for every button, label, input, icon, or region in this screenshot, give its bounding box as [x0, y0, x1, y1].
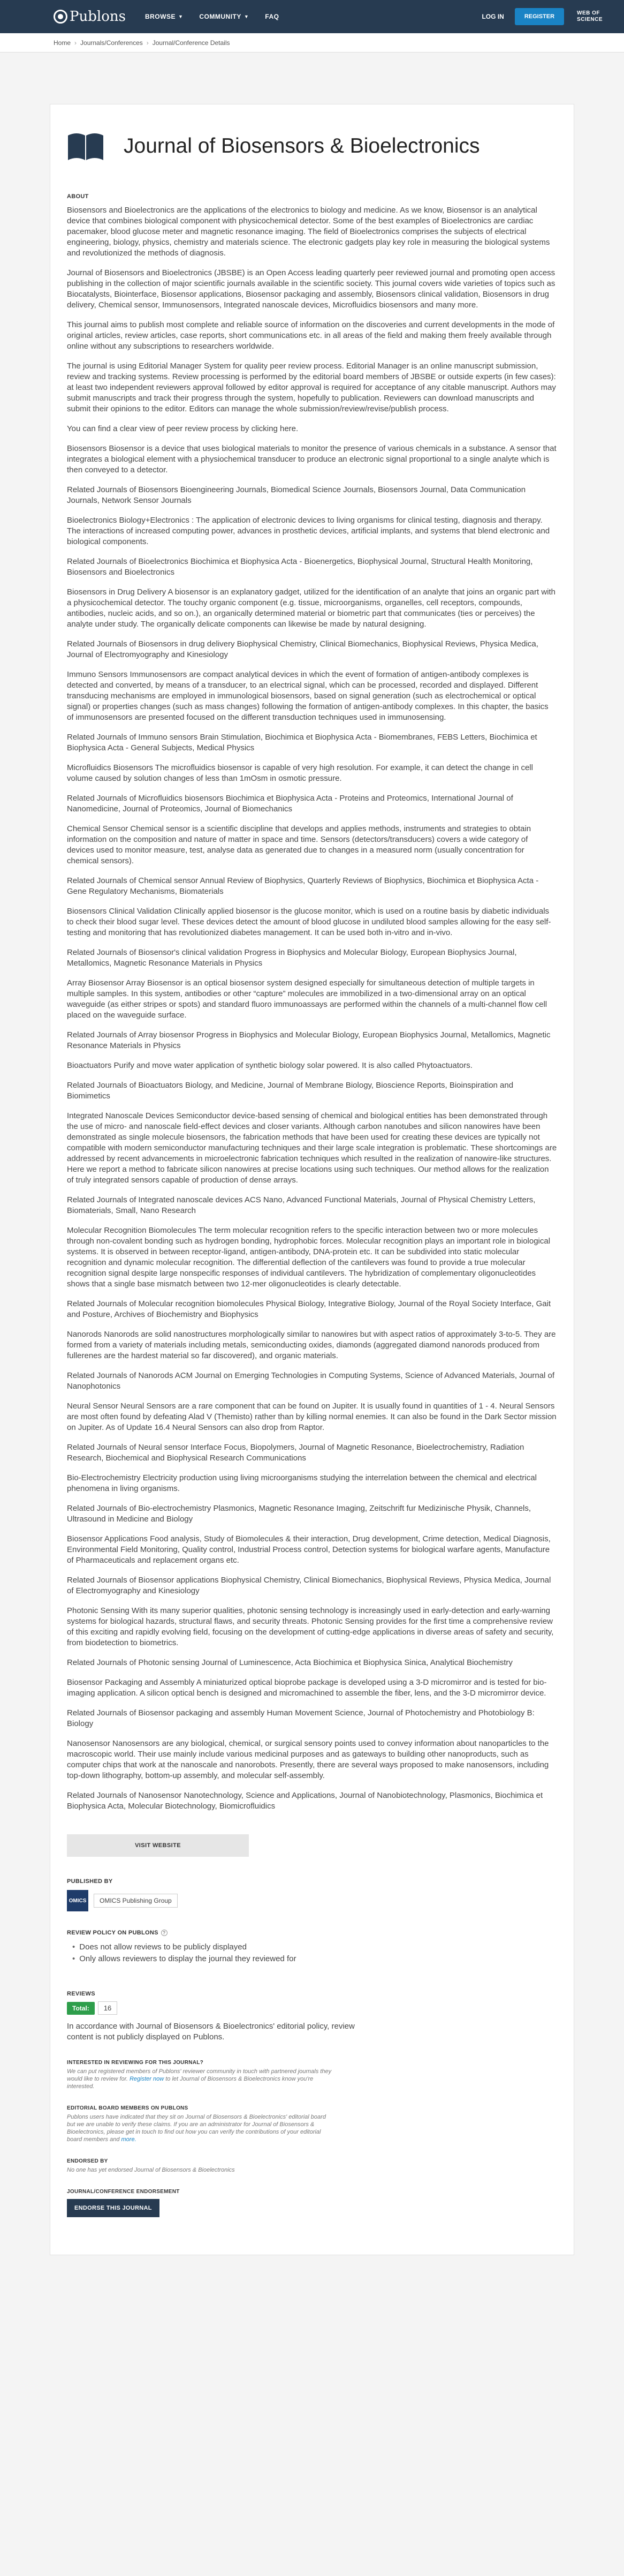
about-paragraph: Biosensor Packaging and Assembly A miniaturized optical bioprobe package is developed using a 3-D micromirror and is tested for bio-imaging application. A silicon optical bench is designed and micromachined to assemble the fiber, lens, and the 3-D micromirror device. [67, 1678, 547, 1698]
about-paragraph: Bio-Electrochemistry Electricity production using living microorganisms studying the interrelation between the chemical and electrical phenomena in living organisms. [67, 1473, 537, 1493]
interested-text-2: to let Journal of Biosensors & Bioelectronics know you're interested. [67, 2076, 314, 2090]
policy-item-text: Does not allow reviews to be publicly displayed [79, 1942, 247, 1952]
endorsed-text: No one has yet endorsed Journal of Biosensors & Bioelectronics [67, 2167, 235, 2173]
reviews-total [67, 2001, 557, 2015]
about-paragraph: Related Journals of Chemical sensor Annual Review of Biophysics, Quarterly Reviews of Biophysics, Biochimica et Biophysica Acta - Gene Regulatory Mechanisms, Biomaterials [67, 876, 539, 896]
published-by-heading: PUBLISHED BY [67, 1878, 113, 1885]
book-icon [67, 131, 104, 161]
review-policy-list [72, 1941, 557, 1965]
about-paragraph: Related Journals of Bioactuators Biology, and Medicine, Journal of Membrane Biology, Bioscience Reports, Bioinspiration and Biomimetics [67, 1081, 514, 1101]
total-label: Total: [67, 2002, 95, 2015]
list-item [72, 1953, 557, 1965]
bullet-icon: • [72, 1942, 75, 1952]
about-paragraph: Related Journals of Nanorods ACM Journal on Emerging Technologies in Computing Systems, Science of Advanced Materials, Journal of Nanophotonics [67, 1371, 555, 1391]
register-button[interactable]: REGISTER [515, 8, 564, 25]
register-now-link[interactable]: Register now [129, 2076, 164, 2082]
about-paragraph: Related Journals of Biosensor packaging and assembly Human Movement Science, Journal of Photochemistry and Photobiology B: Biology [67, 1708, 535, 1728]
about-paragraph: Nanosensor Nanosensors are any biological, chemical, or surgical sensory points used to convey information about nanoparticles to the macroscopic world. Their use mainly include various medicinal purposes and as gateways to building other nanoproducts, such as computer chips that work at the nanoscale and nanorobots. Presently, there are several ways proposed to make nanosensors, including top-down lithography, bottom-up assembly, and molecular self-assembly. [67, 1739, 549, 1780]
about-paragraph: Related Journals of Biosensor applications Biophysical Chemistry, Clinical Biomechanics, Biophysical Reviews, Physica Medica, Journal of Electromyography and Kinesiology [67, 1576, 551, 1595]
wos-line1: WEB OF [577, 10, 600, 16]
nav-community-label: COMMUNITY [199, 13, 241, 20]
breadcrumb-current: Journal/Conference Details [152, 39, 230, 47]
nav-faq[interactable] [265, 13, 279, 20]
about-paragraph: You can find a clear view of peer review process by clicking here. [67, 424, 299, 433]
chevron-down-icon: ▼ [178, 14, 184, 19]
publisher-block [67, 1890, 557, 1911]
about-paragraph: Neural Sensor Neural Sensors are a rare component that can be found on Jupiter. It is usually found in quantities of 1 - 4. Neural Sensors are most often found by defeating Alad V (Themisto) rather than by killing normal enemies. It can also be found in the Dark Sector mission on Jupiter. As of Update 16.4 Neural Sensors can also drop from Raptor. [67, 1402, 557, 1432]
about-paragraph: Related Journals of Array biosensor Progress in Biophysics and Molecular Biology, European Biophysics Journal, Metallomics, Magnetic Resonance Materials in Physics [67, 1030, 551, 1050]
top-navigation [0, 0, 624, 33]
breadcrumb-journals[interactable]: Journals/Conferences [80, 39, 143, 47]
breadcrumb-home[interactable]: Home [54, 39, 71, 47]
page-title: Journal of Biosensors & Bioelectronics [124, 134, 480, 157]
about-paragraph: Related Journals of Molecular recognition biomolecules Physical Biology, Integrative Biology, Journal of the Royal Society Interface, Gait and Posture, Archives of Biochemistry and Biophysics [67, 1299, 551, 1319]
editorial-text-body: Publons users have indicated that they sit on Journal of Biosensors & Bioelectronics' editorial board but we are unable to verify these claims. If you are an administrator for Journal of Biosensors & Bioelectronics, please get in touch to find out how you can verify the contributions of your editorial board members and [67, 2114, 326, 2143]
about-paragraph: Related Journals of Immuno sensors Brain Stimulation, Biochimica et Biophysica Acta - Biomembranes, FEBS Letters, Biochimica et Biophysica Acta - General Subjects, Medical Physics [67, 733, 537, 752]
reviews-heading: REVIEWS [67, 1991, 95, 1997]
about-section [67, 205, 557, 1812]
page-bottom-space [0, 2255, 624, 2330]
about-paragraph: Biosensor Applications Food analysis, Study of Biomolecules & their interaction, Drug development, Crime detection, Medical Diagnosis, Environmental Field Monitoring, Quality control, Industrial Process control, Detection systems for biological warfare agents, Manufacture of Pharmaceuticals and replacement organs etc. [67, 1534, 551, 1565]
bullet-icon: • [72, 1954, 75, 1963]
about-paragraph: Related Journals of Biosensors Bioengineering Journals, Biomedical Science Journals, Biosensors Journal, Data Communication Journals, Network Sensor Journals [67, 485, 526, 505]
publons-logo-icon [54, 10, 67, 24]
info-icon[interactable]: ? [161, 1930, 168, 1936]
about-paragraph: Related Journals of Biosensor's clinical validation Progress in Biophysics and Molecular Biology, European Biophysics Journal, Metallomics, Magnetic Resonance Materials in Physics [67, 948, 517, 968]
about-paragraph: Immuno Sensors Immunosensors are compact analytical devices in which the event of formation of antigen-antibody complexes is detected and converted, by means of a transducer, to an electrical signal, which can be processed, recorded and displayed. Different transducing mechanisms are employed in immunological biosensors, based on signal generation (such as electrochemical or optical signal) or properties changes (such as mass changes) following the formation of antigen-antibody complexes. In this chapter, the basics of immunosensors are presented focused on the different transduction techniques used in immunosensing. [67, 670, 549, 722]
interested-text [67, 2068, 334, 2090]
editorial-heading: EDITORIAL BOARD MEMBERS ON PUBLONS [67, 2105, 188, 2111]
breadcrumb [0, 33, 624, 52]
about-paragraph: Biosensors Biosensor is a device that uses biological materials to monitor the presence of various chemicals in a substance. A sensor that integrates a biological element with a physiochemical transducer to produce an electronic signal proportional to a single analyte which is then conveyed to a detector. [67, 444, 557, 474]
journal-header [67, 131, 557, 161]
endorse-journal-button[interactable]: ENDORSE THIS JOURNAL [67, 2199, 159, 2217]
about-paragraph: Integrated Nanoscale Devices Semiconductor device-based sensing of chemical and biological entities has been demonstrated through the use of micro- and nanoscale field-effect devices and closer variants. Although carbon nanotubes and silicon nanowires have been demonstrated as single molecule biosensors, the fabrication methods that have been used for creating these devices are typically not compatible with modern semiconductor manufacturing techniques and their large scale integration is problematic. These shortcomings are addressed by recent advancements in microelectronic fabrication techniques which resulted in the realization of nanowire-like structures. Here we report a method to fabricate silicon nanowires at precise locations using such techniques. Our method allows for the realization of truly integrated sensors capable of production of dense arrays. [67, 1111, 557, 1185]
about-paragraph: Related Journals of Microfluidics biosensors Biochimica et Biophysica Acta - Proteins and Proteomics, International Journal of Nanomedicine, Journal of Proteomics, Journal of Biomechanics [67, 794, 513, 814]
nav-faq-label: FAQ [265, 13, 279, 20]
about-paragraph: Array Biosensor Array Biosensor is an optical biosensor system designed especially for simultaneous detection of multiple targets in multiple samples. In this system, antibodies or other “capture” molecules are immobilized in a two-dimensional array on an optical waveguide (as either stripes or spots) and standard fluoro immunoassays are performed within the channels of a multi-channel flow cell placed on the waveguide surface. [67, 978, 547, 1020]
about-paragraph: The journal is using Editorial Manager System for quality peer review process. Editorial Manager is an online manuscript submission, review and tracking systems. Review processing is performed by the editorial board members of JBSBE or outside experts (in few cases): at least two independent reviewers approval followed by editor approval is required for acceptance of any citable manuscript. Authors may submit manuscripts and track their progress through the system, hopefully to publication. Reviewers can download manuscripts and submit their opinions to the editor. Editors can manage the whole submission/review/revise/publish process. [67, 361, 556, 413]
wos-line2: SCIENCE [577, 17, 603, 22]
about-paragraph: Related Journals of Neural sensor Interface Focus, Biopolymers, Journal of Magnetic Resonance, Bioelectrochemistry, Radiation Research, Biochemical and Biophysical Research Communications [67, 1443, 524, 1463]
review-policy-heading [67, 1930, 557, 1936]
breadcrumb-separator-icon: › [74, 39, 77, 47]
about-heading: ABOUT [67, 193, 89, 200]
publisher-name[interactable]: OMICS Publishing Group [94, 1894, 178, 1908]
about-paragraph: Related Journals of Biosensors in drug delivery Biophysical Chemistry, Clinical Biomechanics, Biophysical Reviews, Physica Medica, Journal of Electromyography and Kinesiology [67, 639, 538, 659]
about-paragraph: Bioelectronics Biology+Electronics : The application of electronic devices to living organisms for clinical testing, diagnosis and therapy. The interactions of increased computing power, advances in prosthetic devices, artificial implants, and systems that blend electronic and biological components. [67, 516, 550, 546]
about-paragraph: Chemical Sensor Chemical sensor is a scientific discipline that develops and applies methods, instruments and strategies to obtain information on the composition and nature of matter in space and time. Sensors (detectors/transducers) covers a wide category of devices used to monitor measure, test, analyse data as generated due to changes in a measured norm (usually concentration for chemical sensors). [67, 824, 531, 865]
about-paragraph: Molecular Recognition Biomolecules The term molecular recognition refers to the specific interaction between two or more molecules through non-covalent bonding such as hydrogen bonding, hydrophobic forces. Molecular recognition plays an important role in biological systems. It is observed in between receptor-ligand, antigen-antibody, DNA-protein etc. It can be subdivided into static molecular recognition and dynamic molecular recognition. The differential deflection of the cantilevers was found to provide a true molecular recognition signal despite large nonspecific responses of individual cantilevers. The hybridization of complementary oligonucleotides shows that a single base mismatch between two 12-mer oligonucleotides is clearly detectable. [67, 1226, 551, 1289]
nav-browse[interactable] [145, 13, 183, 20]
review-policy-note: In accordance with Journal of Biosensors & Bioelectronics' editorial policy, review content is not publicly displayed on Publons. [67, 2022, 355, 2042]
list-item [72, 1941, 557, 1953]
about-paragraph: Biosensors in Drug Delivery A biosensor is an explanatory gadget, utilized for the identification of an analyte that joins an organic part with a physicochemical detector. The touchy organic component (e.g. tissue, microorganisms, organelles, cell receptors, compounds, antibodies, nucleic acids, and so on.), an organically determined material or biometric part that communicates (ties or perceives) the analyte under study. The organically delicate components can likewise be made by natural designing. [67, 587, 556, 629]
about-paragraph: Biosensors and Bioelectronics are the applications of the electronics to biology and medicine. As we know, Biosensor is an analytical device that combines biological component with physicochemical detector. Some of the best examples of Bioelectronics are cardiac pacemaker, blood glucose meter and magnetic resonance imaging. The field of Bioelectronics comprises the subjects of electrical engineering, biology, physics, chemistry and materials science. The electronic gadgets play key role in measuring the biological systems and revolutionized the methods of diagnosis. [67, 206, 550, 258]
endorsed-heading: ENDORSED BY [67, 2158, 108, 2164]
about-paragraph: Related Journals of Bio-electrochemistry Plasmonics, Magnetic Resonance Imaging, Zeitschrift fur Medizinische Physik, Channels, Ultrasound in Medicine and Biology [67, 1504, 531, 1524]
editorial-more-link[interactable]: more. [121, 2136, 136, 2143]
total-value: 16 [98, 2001, 117, 2015]
journal-card [50, 104, 574, 2255]
logo-text: Publons [70, 9, 126, 25]
web-of-science-logo[interactable] [577, 10, 603, 23]
about-paragraph: Journal of Biosensors and Bioelectronics (JBSBE) is an Open Access leading quarterly peer reviewed journal and promoting open access publishing in the collection of major scientific journals available in the scientific society. This journal covers wide varieties of topics such as Biocatalysts, Biointerface, Biosensor applications, Biosensor packaging and assembly, Biosensors clinical validation, Biosensors in drug delivery, Chemical sensor, Immunosensors, Integrated nanoscale devices, Microfluidics biosensors and many more. [67, 268, 555, 310]
interested-heading: INTERESTED IN REVIEWING FOR THIS JOURNAL? [67, 2060, 204, 2066]
visit-website-button[interactable]: VISIT WEBSITE [67, 1834, 249, 1857]
publisher-logo[interactable]: OMICS [67, 1890, 88, 1911]
about-paragraph: Related Journals of Bioelectronics Biochimica et Biophysica Acta - Bioenergetics, Biophysical Journal, Structural Health Monitoring, Biosensors and Bioelectronics [67, 557, 533, 577]
chevron-down-icon: ▼ [243, 14, 249, 19]
interested-text-1: We can put registered members of Publons' reviewer community in touch with partnered journals they would like to review for. [67, 2068, 332, 2082]
about-paragraph: Microfluidics Biosensors The microfluidics biosensor is capable of very high resolution. For example, it can detect the change in cell volume caused by solution changes of less than 1mOsm in osmotic pressure. [67, 763, 533, 783]
review-policy-title: REVIEW POLICY ON PUBLONS [67, 1930, 158, 1936]
nav-browse-label: BROWSE [144, 13, 176, 20]
policy-item-text: Only allows reviewers to display the journal they reviewed for [79, 1954, 296, 1963]
about-paragraph: This journal aims to publish most complete and reliable source of information on the discoveries and current developments in the mode of original articles, review articles, case reports, short communications etc. in all areas of the field and making them freely available through online without any subscriptions to researchers worldwide. [67, 320, 555, 351]
editorial-text [67, 2113, 334, 2143]
about-paragraph: Related Journals of Nanosensor Nanotechnology, Science and Applications, Journal of Nanobiotechnology, Plasmonics, Biochimica et Biophysica Acta, Molecular Biotechnology, Biomicrofluidics [67, 1791, 543, 1811]
about-paragraph: Photonic Sensing With its many superior qualities, photonic sensing technology is increasingly used in early-detection and early-warning systems for biological hazards, structural flaws, and security threats. Photonic Sensing provides for the first time a comprehensive review of this exciting and rapidly evolving field, focusing on the development of cutting-edge applications in diverse areas of safety and security, from biodetection to biometrics. [67, 1606, 554, 1647]
about-paragraph: Related Journals of Photonic sensing Journal of Luminescence, Acta Biochimica et Biophysica Sinica, Analytical Biochemistry [67, 1658, 513, 1667]
about-paragraph: Nanorods Nanorods are solid nanostructures morphologically similar to nanowires but with aspect ratios of approximately 3-to-5. They are formed from a variety of materials including metals, semiconducting oxides, diamonds (aggregated diamond nanorods produced from fullerenes are the hardest material so far discovered), and organic materials. [67, 1330, 556, 1360]
about-paragraph: Biosensors Clinical Validation Clinically applied biosensor is the glucose monitor, which is used on a routine basis by diabetic individuals to check their blood sugar level. These devices detect the amount of blood glucose in undiluted blood samples allowing for the easy self-testing and monitoring that has revolutionized diabetes management. It can be used both in-vitro and in-vivo. [67, 907, 551, 937]
endorsement-heading: JOURNAL/CONFERENCE ENDORSEMENT [67, 2189, 180, 2195]
login-link[interactable]: LOG IN [482, 13, 504, 20]
about-paragraph: Related Journals of Integrated nanoscale devices ACS Nano, Advanced Functional Materials, Journal of Physical Chemistry Letters, Biomaterials, Small, Nano Research [67, 1195, 536, 1215]
about-paragraph: Bioactuators Purify and move water application of synthetic biology solar powered. It is also called Phytoactuators. [67, 1061, 473, 1070]
publons-logo[interactable] [54, 9, 126, 25]
breadcrumb-separator-icon: › [146, 39, 149, 47]
nav-community[interactable] [199, 13, 249, 20]
